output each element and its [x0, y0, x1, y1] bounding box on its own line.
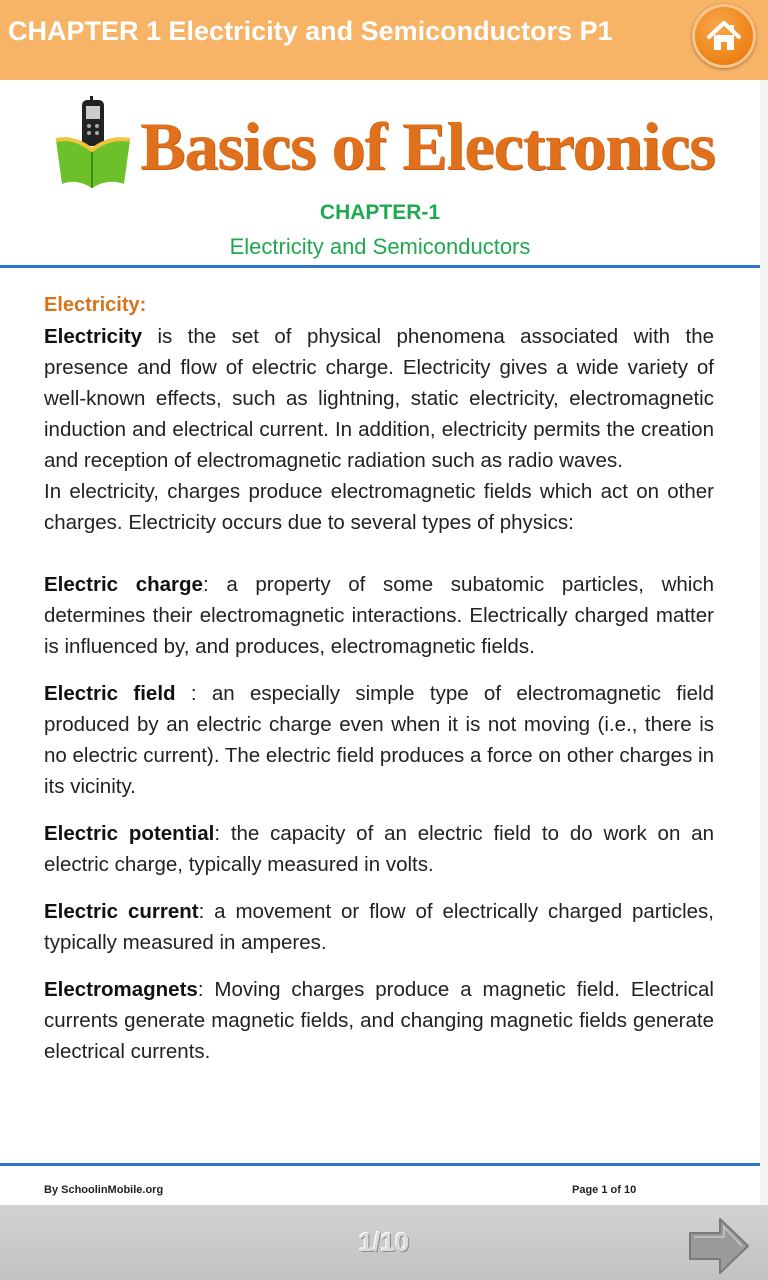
definition-term: Electromagnets [44, 978, 198, 1001]
next-page-button[interactable] [688, 1217, 752, 1280]
definition-electric-charge [44, 569, 714, 662]
definition-electric-current [44, 896, 714, 958]
definition-text: : Moving charges produce a magnetic field. Electrical currents generate magnetic fields, and changing magnetic fields generate electrical currents. [44, 978, 714, 1063]
definition-term: Electric current [44, 900, 199, 923]
book-title: Basics of Electronics [140, 108, 715, 184]
intro-term: Electricity [44, 325, 142, 348]
definition-term: Electric field [44, 682, 176, 705]
definition-text: : a movement or flow of electrically charged particles, typically measured in amperes. [44, 900, 715, 954]
footer-divider [0, 1163, 760, 1166]
home-button[interactable] [692, 4, 756, 68]
footer-credit: By SchoolinMobile.org [44, 1184, 164, 1196]
chapter-label: CHAPTER-1 [319, 201, 441, 224]
definition-term: Electric potential [44, 822, 215, 845]
chapter-title: CHAPTER 1 Electricity and Semiconductors P1 [8, 16, 613, 46]
document-body [44, 290, 714, 1067]
bottom-navigation [0, 1205, 768, 1280]
section-heading: Electricity: [44, 294, 147, 316]
page-indicator: 1/10 [358, 1227, 410, 1257]
definition-text: : an especially simple type of electromagnetic field produced by an electric charge even when it is not moving (i.e., there is no electric current). The electric field produces a force on other charges in its vicinity. [44, 682, 714, 798]
definition-electromagnets [44, 974, 714, 1067]
footer-page-number: Page 1 of 10 [572, 1184, 637, 1196]
definition-electric-field [44, 678, 714, 802]
intro-text: is the set of physical phenomena associated with the presence and flow of electric charge. Electricity gives a wide variety of well-known effects, such as lightning, static electricity, electromagnetic induction and electrical current. In addition, electricity permits the creation and reception of electromagnetic radiation such as radio waves. [44, 325, 714, 472]
arrow-right-icon [688, 1217, 752, 1275]
definition-text: : a property of some subatomic particles, which determines their electromagnetic interactions. Electrically charged matter is influenced by, and produces, electromagnetic fields. [44, 573, 714, 658]
top-bar [0, 0, 768, 80]
definition-electric-potential [44, 818, 714, 880]
home-icon [704, 16, 744, 56]
definition-term: Electric charge [44, 573, 203, 596]
definition-text: : the capacity of an electric field to do work on an electric charge, typically measured in volts. [44, 822, 714, 876]
scroll-edge [760, 80, 768, 1205]
chapter-subtitle: Electricity and Semiconductors [229, 234, 531, 259]
header-divider [0, 265, 760, 268]
intro-paragraph [44, 321, 714, 476]
book-phone-logo-icon [52, 96, 134, 192]
intro-paragraph-2: In electricity, charges produce electromagnetic fields which act on other charges. Electricity occurs due to several types of physics: [44, 480, 714, 534]
